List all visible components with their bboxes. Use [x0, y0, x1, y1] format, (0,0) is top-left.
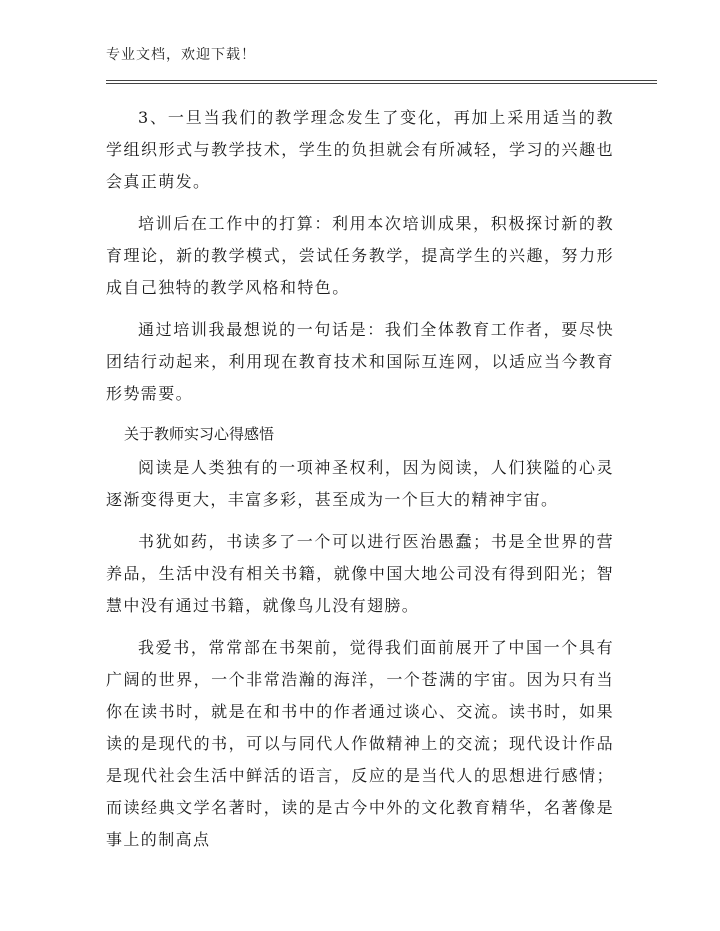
section-title: 关于教师实习心得感悟: [124, 425, 275, 443]
document-body: [106, 102, 614, 866]
paragraph: 阅读是人类独有的一项神圣权利，因为阅读，人们狭隘的心灵逐渐变得更大，丰富多彩，甚至成为一个巨大的精神宇宙。: [106, 458, 614, 509]
paragraph: 培训后在工作中的打算：利用本次培训成果，积极探讨新的教育理论，新的教学模式，尝试任务教学，提高学生的兴趣，努力形成自己独特的教学风格和特色。: [106, 214, 614, 297]
header-divider: [106, 80, 657, 81]
paragraph: 我爱书，常常部在书架前，觉得我们面前展开了中国一个具有广阔的世界，一个非常浩瀚的海洋，一个苍满的宇宙。因为只有当你在读书时，就是在和书中的作者通过谈心、交流。读书时，如果读的是现代的书，可以与同代人作做精神上的交流；现代设计作品是现代社会生活中鲜活的语言，反应的是当代人的思想进行感情；而读经典文学名著时，读的是古今中外的文化教育精华，名著像是事上的制高点: [106, 638, 614, 849]
page-header: 专业文档，欢迎下载！: [106, 47, 256, 63]
paragraph: 书犹如药，书读多了一个可以进行医治愚蠢；书是全世界的营养品，生活中没有相关书籍，就像中国大地公司没有得到阳光；智慧中没有通过书籍，就像鸟儿没有翅膀。: [106, 532, 614, 615]
header-divider-secondary: [106, 83, 657, 84]
paragraph: 3、一旦当我们的教学理念发生了变化，再加上采用适当的教学组织形式与教学技术，学生的负担就会有所减轻，学习的兴趣也会真正萌发。: [106, 108, 614, 191]
paragraph: 通过培训我最想说的一句话是：我们全体教育工作者，要尽快团结行动起来，利用现在教育技术和国际互连网，以适应当今教育形势需要。: [106, 320, 614, 403]
